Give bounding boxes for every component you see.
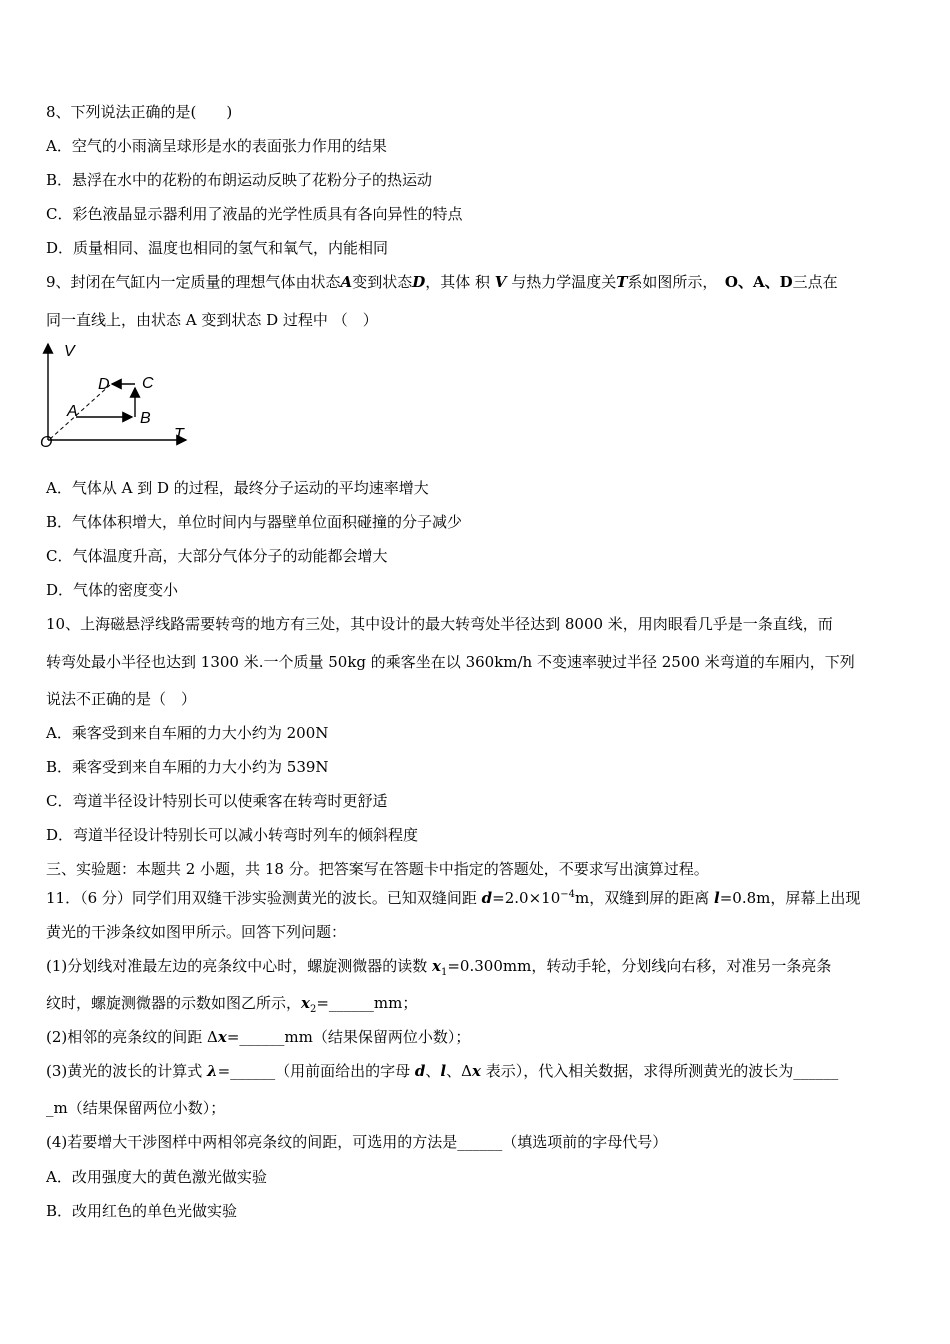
q8-stem: 8、下列说法正确的是( ): [46, 103, 233, 121]
v-t-diagram: [40, 338, 195, 450]
q10-option-a: A．乘客受到来自车厢的力大小约为 200N: [46, 724, 329, 742]
q11-part3-line1: (3)黄光的波长的计算式 λ=______（用前面给出的字母 d、l、Δx 表示），代入相关数据，求得所测黄光的波长为______: [46, 1062, 839, 1080]
q8-option-d: D．质量相同、温度也相同的氢气和氧气，内能相同: [46, 239, 389, 257]
label-o: O: [40, 434, 53, 450]
label-v: V: [64, 343, 75, 360]
label-b: B: [140, 410, 151, 427]
q11-part4: (4)若要增大干涉图样中两相邻亮条纹的间距，可选用的方法是______（填选项前的字母代号）: [46, 1133, 668, 1151]
q11-line1: 11．（6 分）同学们用双缝干涉实验测黄光的波长。已知双缝间距 $d=2.0\times 10^{-4}m$，双缝到屏的距离 l=0.8m，屏幕上出现: [46, 889, 861, 907]
q11-option-b: B．改用红色的单色光做实验: [46, 1202, 238, 1220]
q8-option-c: C．彩色液晶显示器利用了液晶的光学性质具有各向异性的特点: [46, 205, 463, 223]
label-c: C: [142, 375, 154, 392]
label-a: A: [67, 403, 78, 420]
q9-option-c: C．气体温度升高，大部分气体分子的动能都会增大: [46, 547, 388, 565]
section3-heading: 三、实验题：本题共 2 小题，共 18 分。把答案写在答题卡中指定的答题处，不要求写出演算过程。: [46, 860, 709, 878]
q11-line2: 黄光的干涉条纹如图甲所示。回答下列问题：: [46, 923, 347, 941]
q8-option-b: B．悬浮在水中的花粉的布朗运动反映了花粉分子的热运动: [46, 171, 433, 189]
dashed-line-o-d: [50, 385, 110, 439]
q9-option-a: A．气体从 A 到 D 的过程，最终分子运动的平均速率增大: [46, 479, 429, 497]
q9-option-d: D．气体的密度变小: [46, 581, 179, 599]
q9-stem-line1: 9、封闭在气缸内一定质量的理想气体由状态A变到状态D，其体 积 V 与热力学温度关T系如图所示， O、A、D三点在: [46, 273, 838, 291]
label-t: T: [174, 426, 184, 443]
q11-part1-line1: (1)分划线对准最左边的亮条纹中心时，螺旋测微器的读数 $x_1=0.300mm$，转动手轮，分划线向右移，对准另一条亮条: [46, 957, 832, 978]
q9-stem-line2: 同一直线上，由状态 A 变到状态 D 过程中 （ ）: [46, 311, 378, 329]
q11-part2: (2)相邻的亮条纹的间距 Δx=______mm（结果保留两位小数）；: [46, 1028, 471, 1046]
q10-stem-line1: 10、上海磁悬浮线路需要转弯的地方有三处，其中设计的最大转弯处半径达到 8000 米，用肉眼看几乎是一条直线，而: [46, 615, 833, 633]
q10-option-b: B．乘客受到来自车厢的力大小约为 539N: [46, 758, 329, 776]
q11-part3-line2: _m（结果保留两位小数）；: [46, 1099, 226, 1117]
q10-stem-line3: 说法不正确的是（ ）: [46, 690, 197, 708]
q11-part1-line2: 纹时，螺旋测微器的示数如图乙所示，$x_2=\_\_\_\_\_\_mm$；: [46, 994, 418, 1015]
label-d: D: [98, 376, 110, 393]
q10-option-c: C．弯道半径设计特别长可以使乘客在转弯时更舒适: [46, 792, 388, 810]
q11-option-a: A．改用强度大的黄色激光做实验: [46, 1168, 267, 1186]
q10-stem-line2: 转弯处最小半径也达到 1300 米.一个质量 50kg 的乘客坐在以 360km/h 不变速率驶过半径 2500 米弯道的车厢内，下列: [46, 653, 855, 671]
q9-option-b: B．气体体积增大，单位时间内与器壁单位面积碰撞的分子减少: [46, 513, 463, 531]
q10-option-d: D．弯道半径设计特别长可以减小转弯时列车的倾斜程度: [46, 826, 419, 844]
q8-option-a: A．空气的小雨滴呈球形是水的表面张力作用的结果: [46, 137, 387, 155]
